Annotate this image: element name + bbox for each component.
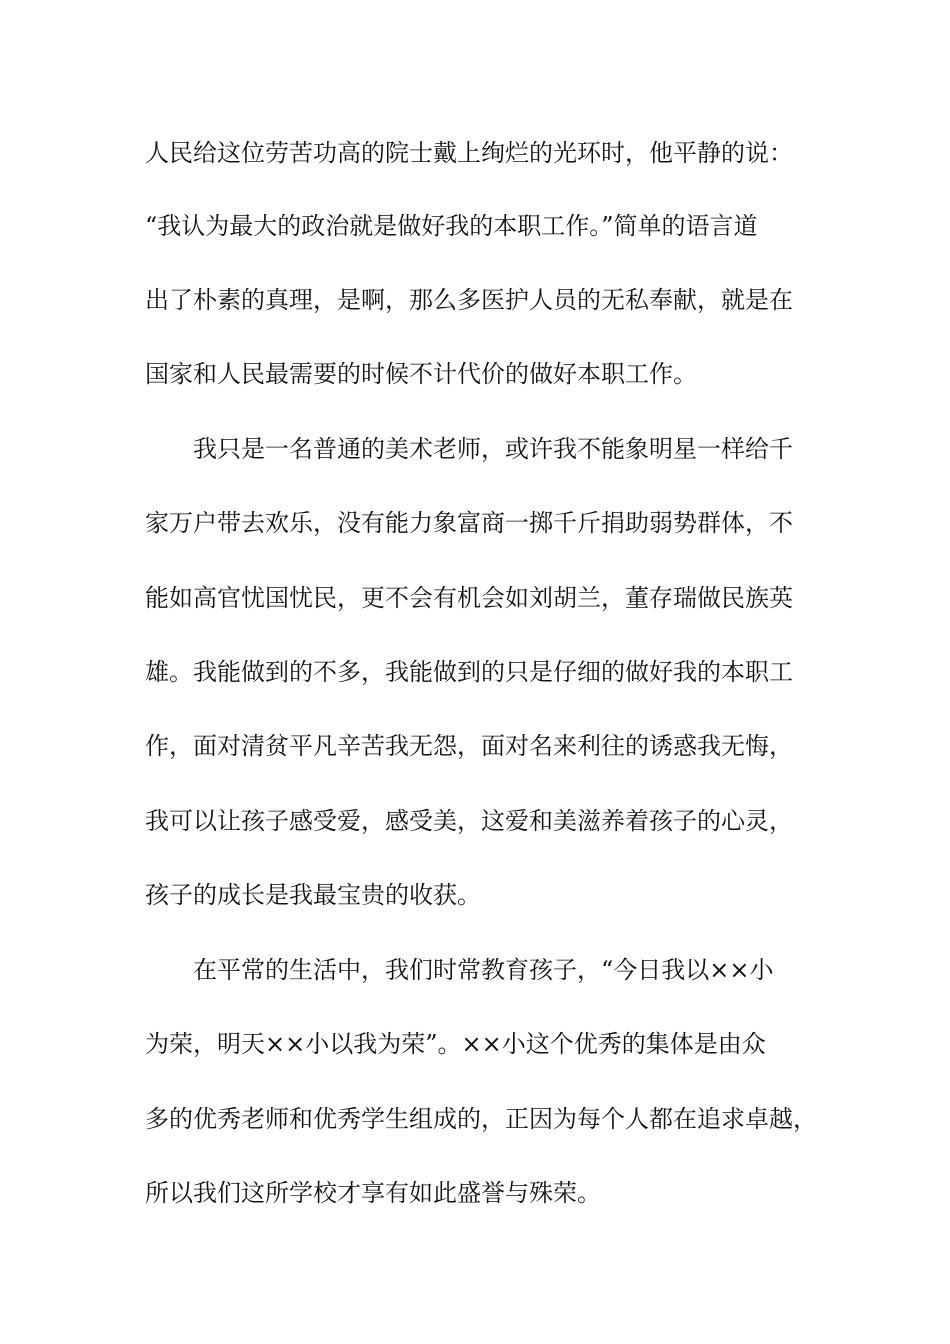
text-line: 能如高官忧国忧民，更不会有机会如刘胡兰，董存瑞做民族英 [145, 584, 793, 612]
text-line: 所以我们这所学校才享有如此盛誉与殊荣。 [145, 1179, 601, 1207]
text-line: 雄。我能做到的不多，我能做到的只是仔细的做好我的本职工 [145, 658, 793, 686]
text-line: 我可以让孩子感受爱，感受美，这爱和美滋养着孩子的心灵， [145, 807, 793, 835]
text-line: 出了朴素的真理，是啊，那么多医护人员的无私奉献，就是在 [145, 286, 793, 314]
text-line: 为荣，明天××小以我为荣”。××小这个优秀的集体是由众 [145, 1030, 766, 1058]
text-line: 作，面对清贫平凡辛苦我无怨，面对名来利往的诱惑我无悔， [145, 732, 793, 760]
text-line: 多的优秀老师和优秀学生组成的，正因为每个人都在追求卓越， [145, 1105, 817, 1133]
text-line: 家万户带去欢乐，没有能力象富商一掷千斤捐助弱势群体，不 [145, 509, 793, 537]
paragraph-first-line: 在平常的生活中，我们时常教育孩子，“今日我以××小 [193, 956, 774, 984]
paragraph-first-line: 我只是一名普通的美术老师，或许我不能象明星一样给千 [193, 435, 793, 463]
text-line: 孩子的成长是我最宝贵的收获。 [145, 881, 481, 909]
text-line: 人民给这位劳苦功高的院士戴上绚烂的光环时，他平静的说： [145, 139, 793, 167]
text-line: “我认为最大的政治就是做好我的本职工作。”简单的语言道 [145, 212, 758, 240]
text-line: 国家和人民最需要的时候不计代价的做好本职工作。 [145, 360, 697, 388]
